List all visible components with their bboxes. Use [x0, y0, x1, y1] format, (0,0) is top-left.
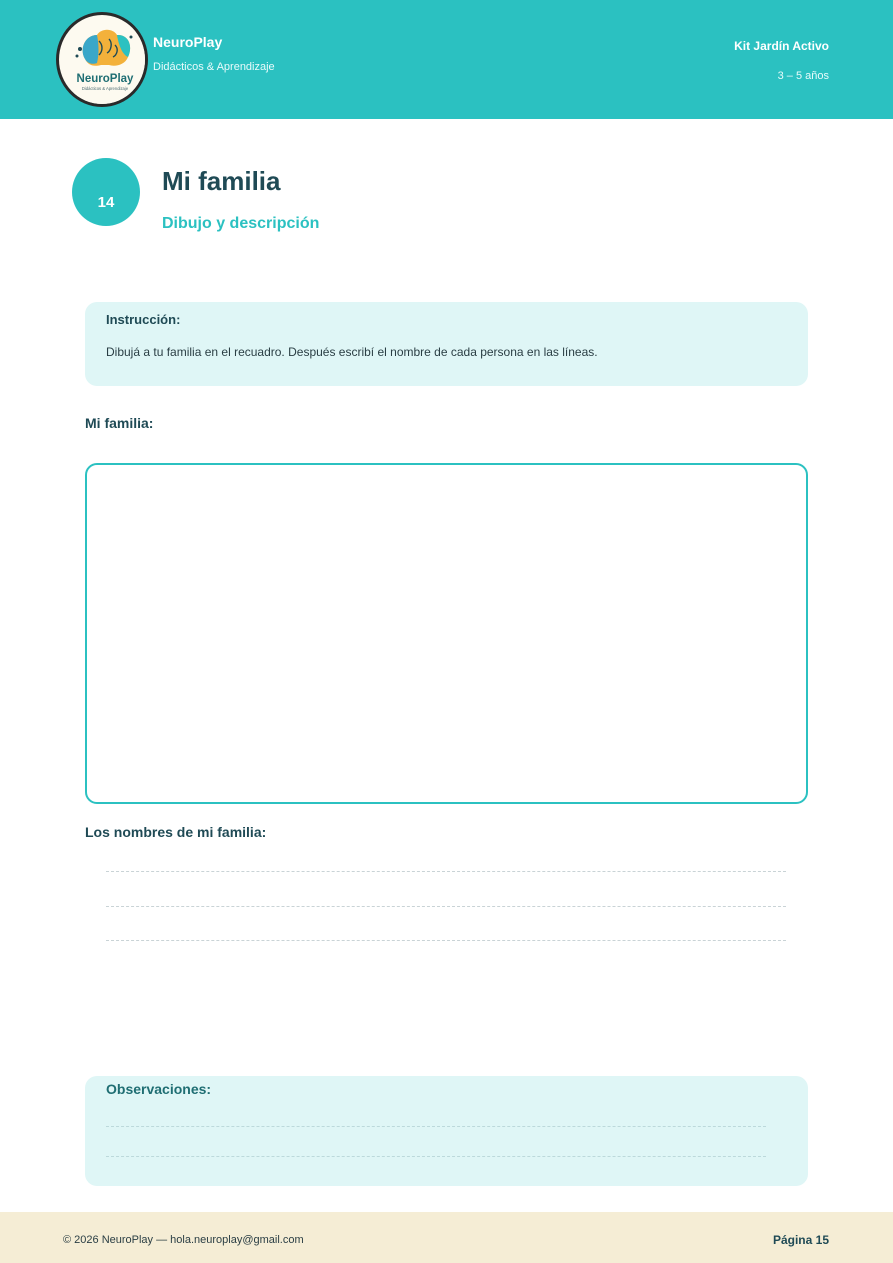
page-number: Página 15	[772, 1233, 829, 1247]
observations-label: Observaciones:	[106, 1081, 212, 1097]
drawing-area[interactable]	[85, 463, 808, 804]
brand-name: NeuroPlay	[153, 34, 223, 50]
brand-subtitle: Didácticos & Aprendizaje	[153, 61, 275, 73]
name-writing-line[interactable]	[106, 940, 786, 941]
drawing-section-label: Mi familia:	[85, 415, 154, 431]
activity-number-badge: 14	[72, 158, 140, 226]
instruction-box	[85, 302, 808, 386]
instruction-label: Instrucción:	[106, 312, 181, 327]
page-header	[0, 0, 893, 119]
observation-writing-line[interactable]	[106, 1126, 766, 1127]
footer-copyright: © 2026 NeuroPlay — hola.neuroplay@gmail.com	[63, 1234, 304, 1246]
names-section-label: Los nombres de mi familia:	[85, 824, 267, 840]
page-title: Mi familia	[162, 166, 281, 196]
age-range: 3 – 5 años	[777, 70, 829, 82]
svg-text:Didácticos & Aprendizaje: Didácticos & Aprendizaje	[81, 86, 129, 91]
instruction-text: Dibujá a tu familia en el recuadro. Después escribí el nombre de cada persona en las líneas.	[106, 345, 598, 359]
page-subtitle: Dibujo y descripción	[162, 215, 320, 232]
name-writing-line[interactable]	[106, 871, 786, 872]
brand-logo	[56, 12, 148, 107]
observation-writing-line[interactable]	[106, 1156, 766, 1157]
svg-text:NeuroPlay: NeuroPlay	[76, 73, 134, 85]
observations-box	[85, 1076, 808, 1186]
brain-logo-icon	[59, 15, 148, 107]
name-writing-line[interactable]	[106, 906, 786, 907]
page-footer	[0, 1212, 893, 1263]
kit-name: Kit Jardín Activo	[734, 39, 829, 53]
